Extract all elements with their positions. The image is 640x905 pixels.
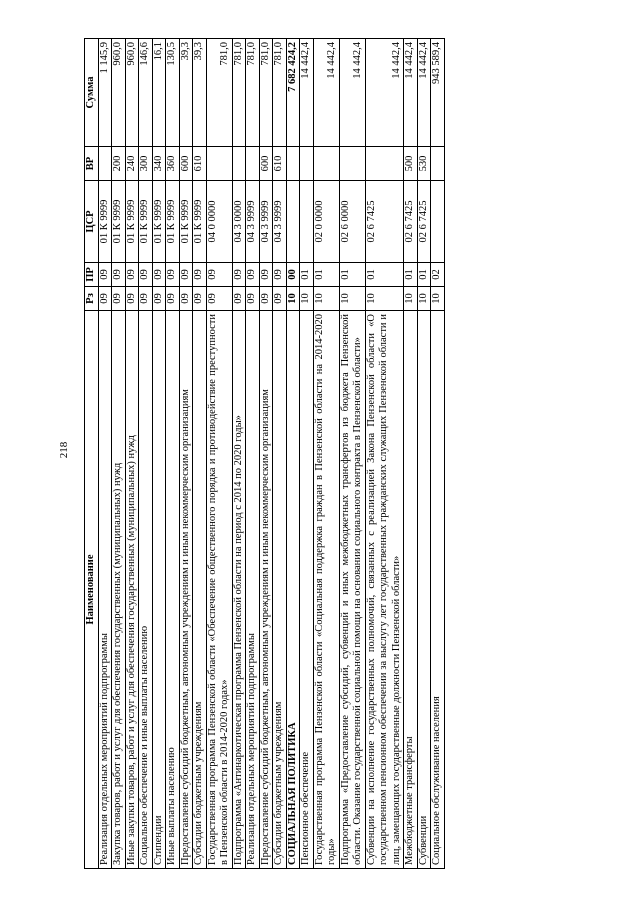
cell-sum: 14 442,4 — [339, 39, 365, 147]
cell-sum: 14 442,4 — [417, 39, 431, 147]
cell-pr: 09 — [259, 263, 273, 287]
table-row — [339, 39, 365, 869]
cell-sum: 7 682 424,2 — [286, 39, 300, 147]
cell-name: Подпрограмма «Предоставление субсидий, субвенций и иных межбюджетных трансфертов из бюджета Пензенской области. Оказание государственной социальной помощи на основании социального контракта в Пензенской области» — [339, 311, 365, 869]
cell-vr: 600 — [259, 147, 273, 181]
cell-rz: 09 — [246, 287, 260, 311]
cell-name: Закупка товаров, работ и услуг для обеспечения государственных (муниципальных) нужд — [112, 311, 126, 869]
cell-csr: 04 3 0000 — [232, 181, 246, 263]
cell-sum: 39,3 — [179, 39, 193, 147]
cell-vr: 600 — [179, 147, 193, 181]
cell-rz: 09 — [206, 287, 232, 311]
cell-csr: 02 6 7425 — [404, 181, 418, 263]
cell-vr — [431, 147, 445, 181]
cell-pr: 00 — [286, 263, 300, 287]
cell-sum: 146,6 — [139, 39, 153, 147]
table-row — [259, 39, 273, 869]
table-row — [417, 39, 431, 869]
cell-rz: 10 — [300, 287, 314, 311]
cell-pr: 01 — [339, 263, 365, 287]
table-row — [286, 39, 300, 869]
cell-pr: 09 — [166, 263, 180, 287]
cell-vr — [246, 147, 260, 181]
cell-csr — [300, 181, 314, 263]
cell-name: Субсидии бюджетным учреждениям — [193, 311, 207, 869]
cell-vr: 610 — [273, 147, 287, 181]
cell-sum: 781,0 — [232, 39, 246, 147]
cell-csr: 04 3 9999 — [259, 181, 273, 263]
table-row — [273, 39, 287, 869]
cell-pr: 02 — [431, 263, 445, 287]
cell-rz: 10 — [313, 287, 339, 311]
cell-name: Реализация отдельных мероприятий подпрограммы — [98, 311, 112, 869]
header-rz: Рз — [85, 287, 99, 311]
cell-csr: 04 0 0000 — [206, 181, 232, 263]
cell-rz: 09 — [98, 287, 112, 311]
cell-rz: 09 — [152, 287, 166, 311]
cell-vr — [300, 147, 314, 181]
cell-vr: 530 — [417, 147, 431, 181]
cell-pr: 09 — [179, 263, 193, 287]
cell-name: Субвенции на исполнение государственных полномочий, связанных с реализацией Закона Пензенской области «О государственном пенсионном обеспечении за выслугу лет государственных гражданских служащих Пензенской области и лиц, замещающих государственные должности Пензенской области» — [365, 311, 404, 869]
cell-pr: 09 — [206, 263, 232, 287]
cell-pr: 01 — [404, 263, 418, 287]
table-row — [313, 39, 339, 869]
table-row — [152, 39, 166, 869]
table-row — [98, 39, 112, 869]
cell-sum: 14 442,4 — [300, 39, 314, 147]
cell-name: Социальное обслуживание населения — [431, 311, 445, 869]
table-row — [431, 39, 445, 869]
table-row — [300, 39, 314, 869]
cell-csr: 01 К 9999 — [166, 181, 180, 263]
cell-sum: 781,0 — [259, 39, 273, 147]
cell-csr — [431, 181, 445, 263]
cell-csr: 01 К 9999 — [152, 181, 166, 263]
cell-pr: 09 — [139, 263, 153, 287]
cell-rz: 09 — [139, 287, 153, 311]
cell-rz: 09 — [125, 287, 139, 311]
cell-pr: 09 — [152, 263, 166, 287]
cell-vr: 240 — [125, 147, 139, 181]
cell-csr: 02 6 7425 — [365, 181, 404, 263]
cell-rz: 10 — [339, 287, 365, 311]
cell-sum: 781,0 — [273, 39, 287, 147]
cell-pr: 09 — [98, 263, 112, 287]
cell-csr — [286, 181, 300, 263]
cell-csr: 01 К 9999 — [193, 181, 207, 263]
cell-name: Подпрограмма «Антинаркотическая программа Пензенской области на период с 2014 по 2020 годы» — [232, 311, 246, 869]
cell-sum: 960,0 — [125, 39, 139, 147]
cell-rz: 10 — [417, 287, 431, 311]
cell-rz: 09 — [232, 287, 246, 311]
budget-table — [84, 38, 445, 869]
cell-name: Субсидии бюджетным учреждениям — [273, 311, 287, 869]
cell-pr: 09 — [112, 263, 126, 287]
table-row — [365, 39, 404, 869]
page-number: 218 — [58, 441, 70, 459]
cell-sum: 960,0 — [112, 39, 126, 147]
cell-name: Иные закупки товаров, работ и услуг для обеспечения государственных (муниципальных) нужд — [125, 311, 139, 869]
cell-rz: 09 — [166, 287, 180, 311]
header-sum: Сумма — [85, 39, 99, 147]
table-row — [125, 39, 139, 869]
cell-rz: 09 — [259, 287, 273, 311]
table-row — [139, 39, 153, 869]
cell-vr: 340 — [152, 147, 166, 181]
cell-rz: 09 — [112, 287, 126, 311]
cell-pr: 01 — [417, 263, 431, 287]
header-pr: ПР — [85, 263, 99, 287]
cell-sum: 16,1 — [152, 39, 166, 147]
cell-vr — [206, 147, 232, 181]
cell-csr: 01 К 9999 — [112, 181, 126, 263]
cell-csr: 02 0 0000 — [313, 181, 339, 263]
cell-vr: 360 — [166, 147, 180, 181]
cell-sum: 943 589,4 — [431, 39, 445, 147]
cell-name: Межбюджетные трансферты — [404, 311, 418, 869]
cell-csr: 04 3 9999 — [273, 181, 287, 263]
cell-rz: 09 — [193, 287, 207, 311]
cell-name: Предоставление субсидий бюджетным, автономным учреждениям и иным некоммерческим организациям — [259, 311, 273, 869]
cell-rz: 10 — [404, 287, 418, 311]
cell-csr: 01 К 9999 — [139, 181, 153, 263]
cell-pr: 09 — [273, 263, 287, 287]
table-body — [98, 39, 444, 869]
cell-pr: 09 — [125, 263, 139, 287]
cell-vr — [365, 147, 404, 181]
cell-name: Предоставление субсидий бюджетным, автономным учреждениям и иным некоммерческим организациям — [179, 311, 193, 869]
cell-sum: 39,3 — [193, 39, 207, 147]
cell-sum: 781,0 — [246, 39, 260, 147]
header-vr: ВР — [85, 147, 99, 181]
table-row — [404, 39, 418, 869]
cell-sum: 130,5 — [166, 39, 180, 147]
cell-vr — [286, 147, 300, 181]
cell-rz: 09 — [273, 287, 287, 311]
cell-name: Государственная программа Пензенской области «Социальная поддержка граждан в Пензенской области на 2014-2020 годы» — [313, 311, 339, 869]
cell-pr: 09 — [232, 263, 246, 287]
cell-vr: 500 — [404, 147, 418, 181]
cell-csr: 02 6 7425 — [417, 181, 431, 263]
cell-csr: 01 К 9999 — [179, 181, 193, 263]
cell-name: Иные выплаты населению — [166, 311, 180, 869]
cell-vr: 200 — [112, 147, 126, 181]
cell-sum: 1 145,9 — [98, 39, 112, 147]
cell-csr: 01 К 9999 — [98, 181, 112, 263]
cell-sum: 781,0 — [206, 39, 232, 147]
cell-name: Социальное обеспечение и иные выплаты населению — [139, 311, 153, 869]
cell-csr: 04 3 9999 — [246, 181, 260, 263]
table-row — [246, 39, 260, 869]
cell-vr — [313, 147, 339, 181]
cell-rz: 10 — [365, 287, 404, 311]
cell-vr: 300 — [139, 147, 153, 181]
cell-name: Стипендии — [152, 311, 166, 869]
cell-vr — [98, 147, 112, 181]
table-row — [232, 39, 246, 869]
cell-sum: 14 442,4 — [404, 39, 418, 147]
cell-csr: 02 6 0000 — [339, 181, 365, 263]
table-row — [206, 39, 232, 869]
cell-pr: 01 — [300, 263, 314, 287]
table-row — [179, 39, 193, 869]
table-row — [166, 39, 180, 869]
cell-sum: 14 442,4 — [313, 39, 339, 147]
cell-name: Реализация отдельных мероприятий подпрограммы — [246, 311, 260, 869]
header-csr: ЦСР — [85, 181, 99, 263]
table-row — [112, 39, 126, 869]
cell-sum: 14 442,4 — [365, 39, 404, 147]
cell-pr: 09 — [193, 263, 207, 287]
cell-pr: 01 — [313, 263, 339, 287]
cell-name: Пенсионное обеспечение — [300, 311, 314, 869]
table-header-row — [85, 39, 99, 869]
cell-rz: 10 — [286, 287, 300, 311]
budget-table-container — [84, 39, 604, 869]
cell-name: СОЦИАЛЬНАЯ ПОЛИТИКА — [286, 311, 300, 869]
cell-rz: 09 — [179, 287, 193, 311]
cell-vr — [232, 147, 246, 181]
cell-csr: 01 К 9999 — [125, 181, 139, 263]
table-row — [193, 39, 207, 869]
cell-pr: 09 — [246, 263, 260, 287]
cell-vr: 610 — [193, 147, 207, 181]
cell-name: Субвенции — [417, 311, 431, 869]
cell-vr — [339, 147, 365, 181]
header-name: Наименование — [85, 311, 99, 869]
cell-pr: 01 — [365, 263, 404, 287]
cell-name: Государственная программа Пензенской области «Обеспечение общественного порядка и противодействие преступности в Пензенской области в 2014-2020 годах» — [206, 311, 232, 869]
cell-rz: 10 — [431, 287, 445, 311]
